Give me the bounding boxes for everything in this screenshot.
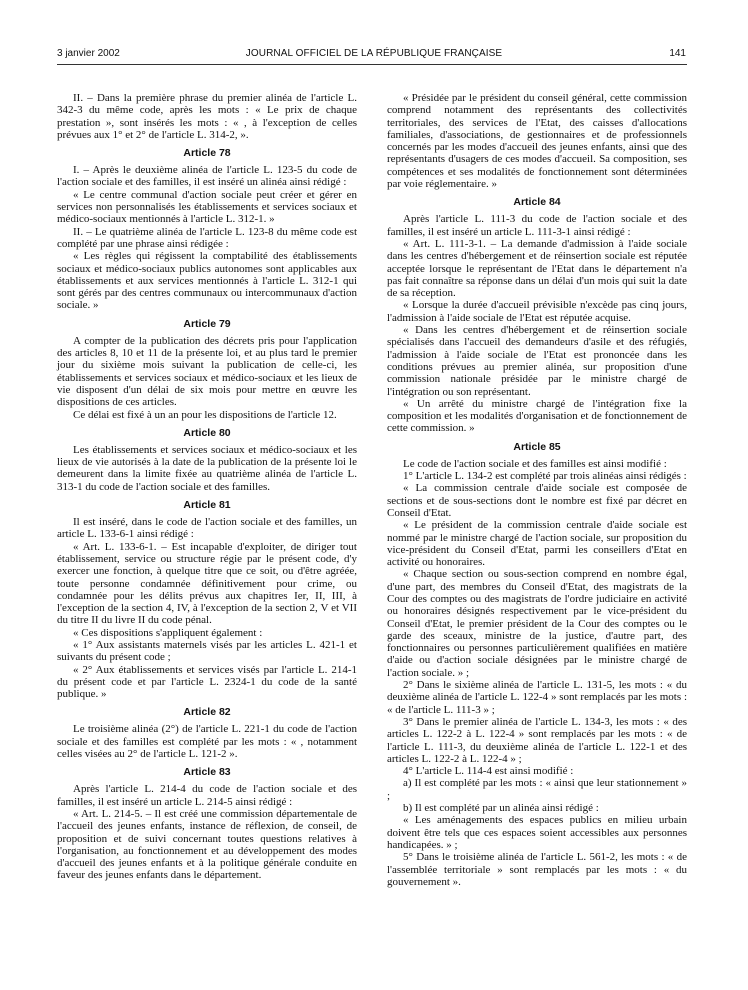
journal-title: JOURNAL OFFICIEL DE LA RÉPUBLIQUE FRANÇAISE [245,48,503,59]
article-heading: Article 80 [183,426,231,439]
left-column [57,92,357,882]
paragraph: Les établissements et services sociaux et médico-sociaux et les lieux de vie autorisés à la date de la publication de la présente loi le demeurent dans la limite fixée au quatrième alinéa de l'article L. 313-1 du code de l'action sociale et des familles. [57,443,357,493]
paragraph: Le troisième alinéa (2°) de l'article L. 221-1 du code de l'action sociale et des familles est complété par les mots : « , notamment celles visées au 2° de l'article L. 121-2 ». [57,723,357,761]
paragraph: « 1° Aux assistants maternels visés par les articles L. 421-1 et suivants du présent code ; [57,638,357,664]
paragraph: II. – Dans la première phrase du premier alinéa de l'article L. 342-3 du même code, après les mots : « Le prix de chaque prestation », sont insérés les mots : « , à l'exception de celles prévues aux 1° et 2° de l'article L. 314-2, ». [57,92,357,141]
paragraph: b) Il est complété par un alinéa ainsi rédigé : [403,802,599,815]
paragraph: Après l'article L. 214-4 du code de l'action sociale et des familles, il est inséré un article L. 214-5 ainsi rédigé : [57,783,357,808]
header-rule [57,64,687,65]
article-heading: Article 81 [183,499,231,512]
paragraph: « Les règles qui régissent la comptabilité des établissements sociaux et médico-sociaux publics autonomes sont applicables aux établissements et aux services mentionnés à l'article L. 312-1 qui sont gérés par des centres communaux ou intercommunaux d'action sociale. » [57,250,357,312]
article-heading: Article 85 [513,440,561,453]
article-heading: Article 83 [183,766,231,779]
paragraph: « 2° Aux établissements et services visés par l'article L. 214-1 du présent code et par l'article L. 2324-1 du code de la santé publique. » [57,663,357,701]
paragraph: 2° Dans le sixième alinéa de l'article L. 131-5, les mots : « du deuxième alinéa de l'article L. 122-4 » sont remplacés par les mots : « de l'article L. 111-3 » ; [387,679,687,716]
paragraph: Après l'article L. 111-3 du code de l'action sociale et des familles, il est inséré un article L. 111-3-1 ainsi rédigé : [387,213,687,238]
right-column [387,92,687,888]
paragraph: Ce délai est fixé à un an pour les dispositions de l'article 12. [73,408,337,421]
paragraph: Le code de l'action sociale et des familles est ainsi modifié : [403,457,667,470]
paragraph: « Chaque section ou sous-section comprend en nombre égal, d'une part, des membres du Conseil d'Etat, des magistrats de la Cour des comptes ou des magistrats de l'ordre judiciaire en activité ou honoraires désignés respectivement par le vice-président du Conseil d'Etat, le premier président de la Cour des comptes ou le garde des sceaux, ministre de la justice, d'autre part, des fonctionnaires ou personnes particulièrement qualifiées en matière d'aide ou d'action sociale désignées par le ministre chargé de l'action sociale. » ; [387,568,687,679]
paragraph: A compter de la publication des décrets pris pour l'application des articles 8, 10 et 11 de la présente loi, et au plus tard le premier jour du sixième mois suivant la publication de celle-ci, les établissements et services sociaux et médico-sociaux et les lieux de vie disposent d'un délai de six mois pour mettre en œuvre les dispositions de ces articles. [57,334,357,409]
paragraph: 5° Dans le troisième alinéa de l'article L. 561-2, les mots : « de l'assemblée territoriale » sont remplacés par les mots : « du gouvernement ». [387,851,687,888]
article-heading: Article 79 [183,317,231,330]
page-number: 141 [669,48,686,59]
paragraph: « Art. L. 214-5. – Il est créé une commission départementale de l'accueil des jeunes enfants, instance de réflexion, de conseil, de proposition et de suivi concernant toutes questions relatives à l'organisation, au fonctionnement et au développement des modes d'accueil des jeunes enfants et à la politique générale conduite en faveur des jeunes enfants dans le département. [57,807,357,882]
paragraph: Il est inséré, dans le code de l'action sociale et des familles, un article L. 133-6-1 ainsi rédigé : [57,516,357,541]
article-heading: Article 78 [183,147,231,160]
paragraph: I. – Après le deuxième alinéa de l'article L. 123-5 du code de l'action sociale et des familles, il est inséré un alinéa ainsi rédigé : [57,164,357,189]
paragraph: II. – Le quatrième alinéa de l'article L. 123-8 du même code est complété par une phrase ainsi rédigée : [57,225,357,250]
paragraph: « Art. L. 133-6-1. – Est incapable d'exploiter, de diriger tout établissement, service ou structure régie par le présent code, d'y exercer une fonction, à quelque titre que ce soit, ou d'être agréée, toute personne condamnée définitivement pour crime, ou condamnée pour les délits prévus aux chapitres Ier, II, III, à l'exception de la section 4, IV, à l'exception de la section 2, V et VII du titre II du livre II du code pénal. [57,540,357,627]
article-heading: Article 82 [183,706,231,719]
paragraph: « La commission centrale d'aide sociale est composée de sections et de sous-sections dont le nombre est fixé par décret en Conseil d'Etat. [387,482,687,519]
paragraph: a) Il est complété par les mots : « ainsi que leur stationnement » ; [387,777,687,802]
paragraph: « Ces dispositions s'appliquent également : [73,626,263,639]
paragraph: 4° L'article L. 114-4 est ainsi modifié : [403,765,574,778]
article-heading: Article 84 [513,196,561,209]
paragraph: 1° L'article L. 134-2 est complété par trois alinéas ainsi rédigés : [403,470,687,483]
paragraph: « Les aménagements des espaces publics en milieu urbain doivent être tels que ces espaces soient accessibles aux personnes handicapées. » ; [387,814,687,851]
paragraph: « Le centre communal d'action sociale peut créer et gérer en services non personnalisés les établissements et services sociaux et médico-sociaux mentionnés à l'article L. 312-1. » [57,188,357,226]
header-date: 3 janvier 2002 [57,48,120,59]
paragraph: « Un arrêté du ministre chargé de l'intégration fixe la composition et les modalités d'organisation et de fonctionnement de cette commission. » [387,397,687,435]
paragraph: « Présidée par le président du conseil général, cette commission comprend notamment des représentants des collectivités territoriales, des services de l'Etat, des caisses d'allocations familiales, d'associations, de gestionnaires et de professionnels concernés par les modes d'accueil des jeunes enfants, ainsi que des représentants d'usagers de ces modes d'accueil. Sa composition, ses compétences et ses modalités de fonctionnement sont déterminées par voie réglementaire. » [387,92,687,191]
paragraph: « Dans les centres d'hébergement et de réinsertion sociale spécialisés dans l'accueil des demandeurs d'asile et des réfugiés, l'admission à l'aide sociale de l'Etat est prononcée dans les conditions prévues au premier alinéa, sur proposition d'une commission nationale présidée par le ministre chargé de l'intégration ou son représentant. [387,324,687,398]
paragraph: « Le président de la commission centrale d'aide sociale est nommé par le ministre chargé de l'action sociale, sur proposition du vice-président du Conseil d'Etat, parmi les conseillers d'Etat en activité ou honoraires. [387,519,687,569]
paragraph: « Lorsque la durée d'accueil prévisible n'excède pas cinq jours, l'admission à l'aide sociale de l'Etat est réputée acquise. [387,299,687,324]
paragraph: « Art. L. 111-3-1. – La demande d'admission à l'aide sociale dans les centres d'hébergement et de réinsertion sociale est réputée acceptée lorsque le représentant de l'Etat dans le département n'a pas fait connaître sa réponse dans un délai d'un mois qui suit la date de sa réception. [387,237,687,300]
paragraph: 3° Dans le premier alinéa de l'article L. 134-3, les mots : « des articles L. 122-2 à L. 122-4 » sont remplacés par les mots : « de l'article L. 111-3, du deuxième alinéa de l'article L. 122-1 et des articles L. 122-2 à L. 122-4 » ; [387,715,687,765]
